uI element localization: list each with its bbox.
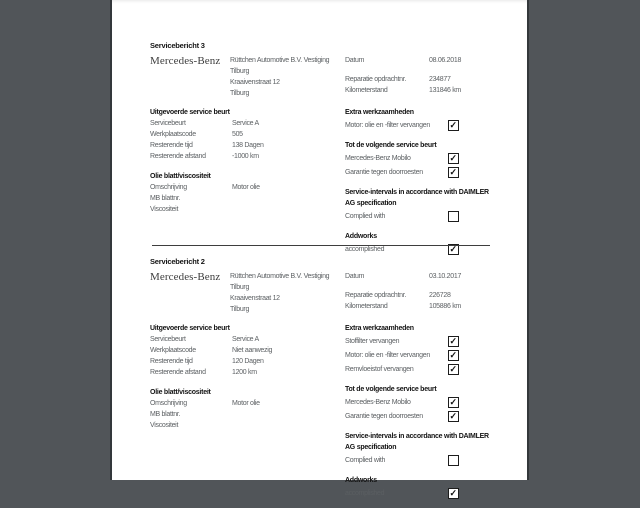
group-heading: Extra werkzaamheden xyxy=(345,325,414,332)
check-label: accomplished xyxy=(345,245,385,253)
row-value: -1000 km xyxy=(232,153,259,160)
group-heading: Addworks xyxy=(345,477,377,484)
table-row xyxy=(150,129,345,140)
check-label: Motor: olie en -filter vervangen xyxy=(345,351,430,359)
checkbox[interactable] xyxy=(448,350,459,361)
checkbox[interactable] xyxy=(448,153,459,164)
group-heading: Olie blatt/viscositeit xyxy=(150,173,211,180)
oil-sheet-group xyxy=(150,171,345,215)
meta-value: 105886 km xyxy=(429,303,461,310)
row-value: 138 Dagen xyxy=(232,142,264,149)
service-report-3 xyxy=(150,40,521,264)
meta-value: 03.10.2017 xyxy=(429,273,462,280)
check-label: accomplished xyxy=(345,489,385,497)
extra-work-group xyxy=(345,323,497,375)
row-value: Motor olie xyxy=(232,184,260,191)
row-value: Service A xyxy=(232,120,259,127)
group-heading: Uitgevoerde service beurt xyxy=(150,109,230,116)
check-label: Garantie tegen doorroesten xyxy=(345,168,423,176)
meta-row-repair-order xyxy=(345,74,521,85)
check-item xyxy=(345,167,459,178)
row-value xyxy=(232,204,345,215)
meta-label: Kilometerstand xyxy=(345,303,388,310)
row-label: Omschrijving xyxy=(150,400,187,407)
address-line: Tilburg xyxy=(230,90,250,97)
table-row xyxy=(150,367,345,378)
check-item xyxy=(345,350,459,361)
service-performed-group xyxy=(150,107,345,162)
row-value: Service A xyxy=(232,336,259,343)
check-item xyxy=(345,488,459,499)
report-right-column xyxy=(345,323,497,508)
report-right-column xyxy=(345,107,497,264)
table-row xyxy=(150,398,345,409)
meta-row-date xyxy=(345,271,521,282)
row-label: Resterende afstand xyxy=(150,369,206,376)
row-value xyxy=(232,420,345,431)
address-line: Rüttchen Automotive B.V. Vestiging xyxy=(230,57,330,64)
mercedes-benz-wordmark: Mercedes-Benz xyxy=(150,55,221,67)
row-label: Resterende tijd xyxy=(150,358,193,365)
report-header xyxy=(150,271,521,315)
meta-label: Reparatie opdrachtnr. xyxy=(345,76,407,83)
table-row xyxy=(150,118,345,129)
table-row xyxy=(150,420,345,431)
group-heading: Addworks xyxy=(345,233,377,240)
report-title: Servicebericht 2 xyxy=(150,257,205,266)
checkbox[interactable] xyxy=(448,211,459,222)
check-item xyxy=(345,411,459,422)
meta-label: Datum xyxy=(345,57,365,64)
checkbox[interactable] xyxy=(448,455,459,466)
meta-row-date xyxy=(345,55,521,66)
row-label: Viscositeit xyxy=(150,422,179,429)
until-next-service-group xyxy=(345,140,497,178)
row-label: MB blattnr. xyxy=(150,195,181,202)
meta-row-repair-order xyxy=(345,290,521,301)
service-report-2 xyxy=(150,256,521,508)
checkbox[interactable] xyxy=(448,336,459,347)
report-title: Servicebericht 3 xyxy=(150,41,205,50)
check-label: Complied with xyxy=(345,212,386,220)
meta-value: 234877 xyxy=(429,76,451,83)
checkbox[interactable] xyxy=(448,488,459,499)
row-value xyxy=(232,409,345,420)
address-line: Tilburg xyxy=(230,284,250,291)
meta-label: Datum xyxy=(345,273,365,280)
group-heading: Service-intervals in accordance with DAIMLER AG specification xyxy=(345,433,489,451)
addworks-group xyxy=(345,475,497,499)
check-label: Garantie tegen doorroesten xyxy=(345,412,423,420)
group-heading: Olie blatt/viscositeit xyxy=(150,389,211,396)
report-body xyxy=(150,107,521,264)
table-row xyxy=(150,409,345,420)
oil-sheet-group xyxy=(150,387,345,431)
group-heading: Extra werkzaamheden xyxy=(345,109,414,116)
table-row xyxy=(150,356,345,367)
address-line: Tilburg xyxy=(230,306,250,313)
meta-value: 08.06.2018 xyxy=(429,57,462,64)
row-value: Niet aanwezig xyxy=(232,347,273,354)
address-line: Rüttchen Automotive B.V. Vestiging xyxy=(230,273,330,280)
check-label: Remvloeistof vervangen xyxy=(345,365,414,373)
row-label: Omschrijving xyxy=(150,184,187,191)
meta-value: 131846 km xyxy=(429,87,461,94)
service-intervals-group xyxy=(345,187,497,222)
addworks-group xyxy=(345,231,497,255)
row-value xyxy=(232,193,345,204)
row-value: 505 xyxy=(232,131,243,138)
service-performed-group xyxy=(150,323,345,378)
checkbox[interactable] xyxy=(448,120,459,131)
checkbox[interactable] xyxy=(448,364,459,375)
report-meta xyxy=(345,55,521,99)
checkbox[interactable] xyxy=(448,411,459,422)
checkbox[interactable] xyxy=(448,397,459,408)
check-item xyxy=(345,336,459,347)
service-intervals-group xyxy=(345,431,497,466)
table-row xyxy=(150,334,345,345)
address-line: Tilburg xyxy=(230,68,250,75)
group-heading: Uitgevoerde service beurt xyxy=(150,325,230,332)
check-item xyxy=(345,153,459,164)
check-item xyxy=(345,455,459,466)
report-left-column xyxy=(150,107,345,264)
table-row xyxy=(150,140,345,151)
row-label: Resterende tijd xyxy=(150,142,193,149)
extra-work-group xyxy=(345,107,497,131)
check-item xyxy=(345,397,459,408)
section-divider xyxy=(152,245,490,246)
row-label: Werkplaatscode xyxy=(150,347,196,354)
meta-value: 226728 xyxy=(429,292,451,299)
meta-row-mileage xyxy=(345,85,521,96)
check-label: Mercedes-Benz Mobilo xyxy=(345,398,411,406)
row-label: Servicebeurt xyxy=(150,336,186,343)
check-label: Mercedes-Benz Mobilo xyxy=(345,154,411,162)
dealer-address xyxy=(230,271,345,315)
report-left-column xyxy=(150,323,345,508)
check-label: Complied with xyxy=(345,456,386,464)
address-line: Kraaivenstraat 12 xyxy=(230,79,280,86)
group-heading: Tot de volgende service beurt xyxy=(345,386,437,393)
group-heading: Tot de volgende service beurt xyxy=(345,142,437,149)
meta-label: Kilometerstand xyxy=(345,87,388,94)
table-row xyxy=(150,193,345,204)
row-label: Resterende afstand xyxy=(150,153,206,160)
row-value: 1200 km xyxy=(232,369,257,376)
table-row xyxy=(150,204,345,215)
row-value: 120 Dagen xyxy=(232,358,264,365)
table-row xyxy=(150,182,345,193)
check-item xyxy=(345,364,459,375)
row-value: Motor olie xyxy=(232,400,260,407)
row-label: Werkplaatscode xyxy=(150,131,196,138)
check-item xyxy=(345,120,459,131)
mercedes-benz-wordmark: Mercedes-Benz xyxy=(150,271,221,283)
document-page xyxy=(110,0,529,497)
checkbox[interactable] xyxy=(448,167,459,178)
report-meta xyxy=(345,271,521,315)
row-label: MB blattnr. xyxy=(150,411,181,418)
table-row xyxy=(150,151,345,162)
group-heading: Service-intervals in accordance with DAIMLER AG specification xyxy=(345,189,489,207)
row-label: Servicebeurt xyxy=(150,120,186,127)
row-label: Viscositeit xyxy=(150,206,179,213)
table-row xyxy=(150,345,345,356)
check-label: Motor: olie en -filter vervangen xyxy=(345,121,430,129)
dealer-address xyxy=(230,55,345,99)
report-body xyxy=(150,323,521,508)
meta-row-mileage xyxy=(345,301,521,312)
report-header xyxy=(150,55,521,99)
check-label: Stoffilter vervangen xyxy=(345,337,400,345)
meta-label: Reparatie opdrachtnr. xyxy=(345,292,407,299)
until-next-service-group xyxy=(345,384,497,422)
check-item xyxy=(345,211,459,222)
address-line: Kraaivenstraat 12 xyxy=(230,295,280,302)
